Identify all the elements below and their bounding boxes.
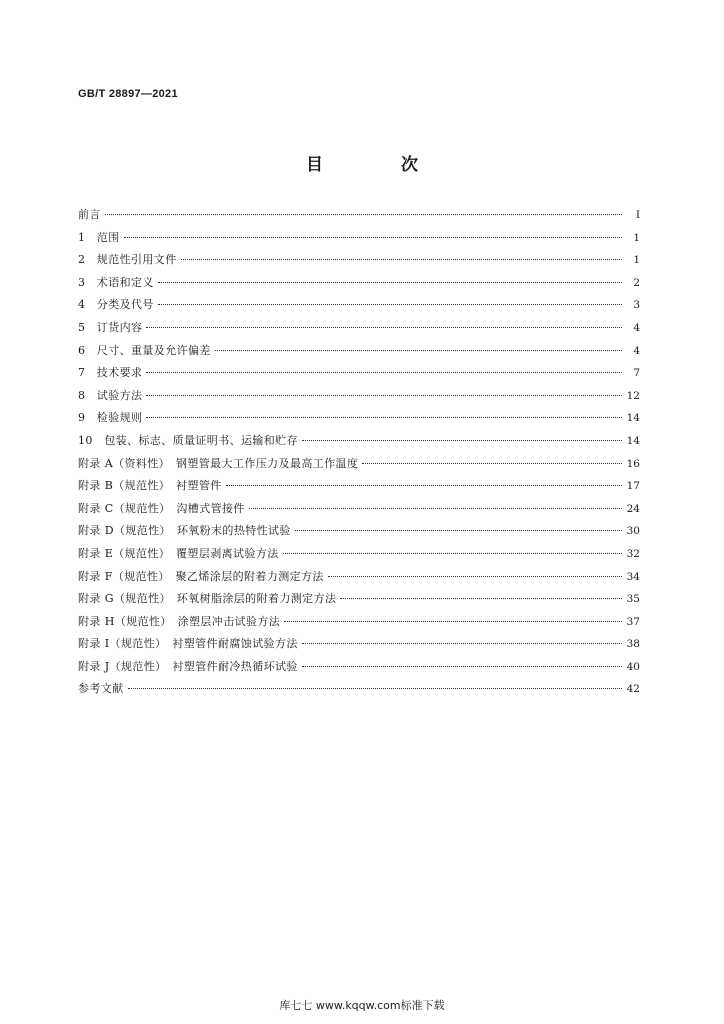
toc-entry-page-number: 17 bbox=[626, 480, 640, 493]
toc-dot-leader bbox=[124, 237, 622, 238]
toc-entry-label: 7 技术要求 bbox=[78, 366, 143, 380]
toc-dot-leader bbox=[302, 440, 622, 441]
toc-entry-page-number: 1 bbox=[633, 231, 640, 244]
toc-entry-page-number: 30 bbox=[626, 525, 640, 538]
standard-code: GB/T 28897—2021 bbox=[78, 88, 178, 100]
toc-entry[interactable] bbox=[78, 206, 640, 229]
toc-entry-page-number: 3 bbox=[633, 299, 640, 312]
toc-entry-page-number: 40 bbox=[626, 660, 640, 673]
toc-entry-label: 参考文献 bbox=[78, 682, 124, 696]
toc-entry[interactable] bbox=[78, 680, 640, 703]
toc-entry[interactable] bbox=[78, 364, 640, 387]
toc-dot-leader bbox=[226, 485, 622, 486]
page-title: 目 次 bbox=[306, 155, 454, 175]
toc-entry-page-number: 37 bbox=[626, 615, 640, 628]
toc-entry-label: 4 分类及代号 bbox=[78, 298, 154, 312]
toc-dot-leader bbox=[295, 530, 622, 531]
toc-dot-leader bbox=[283, 553, 622, 554]
toc-entry-label: 附录 B（规范性） 衬塑管件 bbox=[78, 479, 222, 493]
toc-entry-page-number: 42 bbox=[626, 683, 640, 696]
toc-dot-leader bbox=[249, 508, 622, 509]
toc-entry-page-number: 14 bbox=[626, 434, 640, 447]
toc-entry-label: 附录 F（规范性） 聚乙烯涂层的附着力测定方法 bbox=[78, 569, 324, 583]
toc-entry-label: 5 订货内容 bbox=[78, 320, 143, 334]
toc-dot-leader bbox=[158, 304, 622, 305]
toc-entry[interactable] bbox=[78, 522, 640, 545]
toc-entry[interactable] bbox=[78, 568, 640, 591]
toc-entry-label: 3 术语和定义 bbox=[78, 275, 154, 289]
toc-entry-page-number: 38 bbox=[626, 638, 640, 651]
toc-dot-leader bbox=[158, 282, 622, 283]
toc-dot-leader bbox=[340, 598, 622, 599]
toc-dot-leader bbox=[215, 350, 622, 351]
toc-entry-label: 附录 J（规范性） 衬塑管件耐冷热循环试验 bbox=[78, 659, 298, 673]
toc-entry-label: 9 检验规则 bbox=[78, 411, 143, 425]
toc-entry[interactable] bbox=[78, 342, 640, 365]
toc-entry-label: 附录 C（规范性） 沟槽式管接件 bbox=[78, 501, 245, 515]
toc-dot-leader bbox=[362, 463, 622, 464]
toc-entry[interactable] bbox=[78, 409, 640, 432]
toc-entry[interactable] bbox=[78, 387, 640, 410]
toc-entry-label: 8 试验方法 bbox=[78, 388, 143, 402]
toc-entry-label: 前言 bbox=[78, 208, 101, 221]
toc-entry-page-number: 35 bbox=[626, 593, 640, 606]
toc-entry-page-number: 1 bbox=[633, 254, 640, 267]
toc-entry[interactable] bbox=[78, 251, 640, 274]
toc-entry-label: 2 规范性引用文件 bbox=[78, 253, 177, 267]
toc-dot-leader bbox=[284, 621, 622, 622]
toc-entry-label: 附录 G（规范性） 环氧树脂涂层的附着力测定方法 bbox=[78, 592, 337, 606]
toc-entry[interactable] bbox=[78, 274, 640, 297]
toc-dot-leader bbox=[146, 372, 622, 373]
toc-entry[interactable] bbox=[78, 432, 640, 455]
toc-entry-label: 10 包装、标志、质量证明书、运输和贮存 bbox=[78, 433, 298, 447]
toc-entry-page-number: 32 bbox=[626, 547, 640, 560]
toc-dot-leader bbox=[146, 417, 622, 418]
toc-dot-leader bbox=[181, 259, 622, 260]
toc-entry[interactable] bbox=[78, 635, 640, 658]
toc-dot-leader bbox=[146, 395, 622, 396]
toc-dot-leader bbox=[128, 688, 622, 689]
toc-entry-page-number: 24 bbox=[626, 502, 640, 515]
toc-entry[interactable] bbox=[78, 658, 640, 681]
toc-entry[interactable] bbox=[78, 477, 640, 500]
toc-dot-leader bbox=[328, 576, 622, 577]
toc-entry-page-number: 12 bbox=[626, 389, 640, 402]
toc-entry-label: 6 尺寸、重量及允许偏差 bbox=[78, 343, 211, 357]
toc-entry-page-number: 7 bbox=[633, 367, 640, 380]
toc-entry-page-number: 4 bbox=[633, 344, 640, 357]
toc-entry-label: 附录 E（规范性） 覆塑层剥离试验方法 bbox=[78, 546, 279, 560]
toc-entry-page-number: 34 bbox=[626, 570, 640, 583]
toc-entry[interactable] bbox=[78, 229, 640, 252]
toc-dot-leader bbox=[146, 327, 622, 328]
toc-entry-page-number: 2 bbox=[633, 276, 640, 289]
toc-entry[interactable] bbox=[78, 500, 640, 523]
toc-dot-leader bbox=[105, 214, 622, 215]
toc-entry-page-number: 4 bbox=[633, 321, 640, 334]
toc-dot-leader bbox=[302, 666, 622, 667]
toc-entry-label: 附录 A（资料性） 钢塑管最大工作压力及最高工作温度 bbox=[78, 456, 359, 470]
table-of-contents bbox=[78, 206, 640, 703]
toc-entry[interactable] bbox=[78, 319, 640, 342]
toc-entry-page-number: Ⅰ bbox=[635, 209, 640, 221]
toc-entry[interactable] bbox=[78, 590, 640, 613]
toc-entry-label: 附录 D（规范性） 环氧粉末的热特性试验 bbox=[78, 524, 291, 538]
toc-entry-label: 1 范围 bbox=[78, 230, 120, 244]
toc-entry-label: 附录 H（规范性） 涂塑层冲击试验方法 bbox=[78, 614, 281, 628]
toc-entry-page-number: 16 bbox=[626, 457, 640, 470]
toc-entry[interactable] bbox=[78, 455, 640, 478]
footer-watermark: 库七七 www.kqqw.com标准下载 bbox=[279, 999, 445, 1012]
toc-entry-label: 附录 I（规范性） 衬塑管件耐腐蚀试验方法 bbox=[78, 637, 298, 651]
toc-entry-page-number: 14 bbox=[626, 412, 640, 425]
toc-dot-leader bbox=[302, 643, 622, 644]
toc-entry[interactable] bbox=[78, 613, 640, 636]
toc-entry[interactable] bbox=[78, 296, 640, 319]
toc-entry[interactable] bbox=[78, 545, 640, 568]
